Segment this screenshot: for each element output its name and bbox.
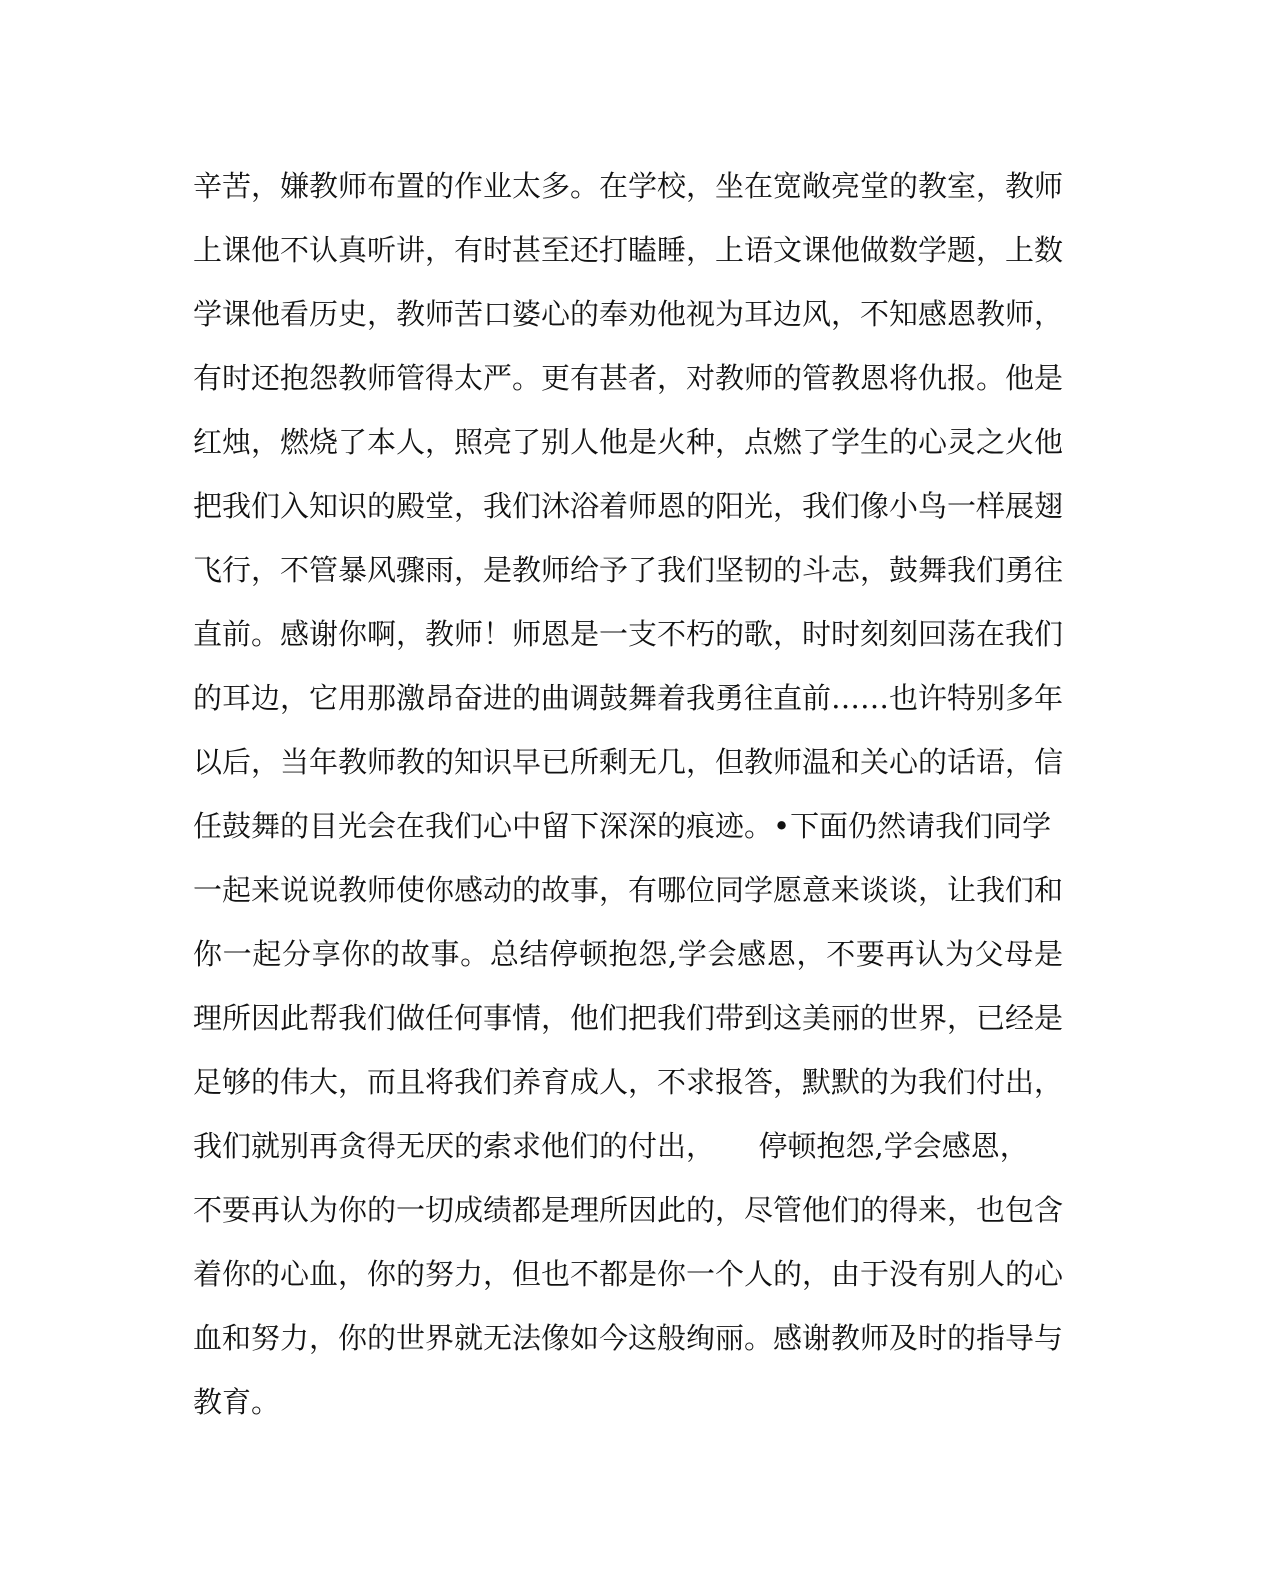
text-line: 我们就别再贪得无厌的索求他们的付出， 停顿抱怨,学会感恩， — [193, 1129, 1029, 1163]
text-line: 你一起分享你的故事。总结停顿抱怨,学会感恩，不要再认为父母是 — [193, 937, 1063, 971]
text-line: 直前。感谢你啊，教师！师恩是一支不朽的歌，时时刻刻回荡在我们 — [193, 617, 1063, 651]
text-line: 血和努力，你的世界就无法像如今这般绚丽。感谢教师及时的指导与 — [193, 1321, 1063, 1355]
text-line: 有时还抱怨教师管得太严。更有甚者，对教师的管教恩将仇报。他是 — [193, 361, 1063, 395]
text-line: 上课他不认真听讲，有时甚至还打瞌睡，上语文课他做数学题，上数 — [193, 233, 1063, 267]
text-line: 以后，当年教师教的知识早已所剩无几，但教师温和关心的话语，信 — [193, 745, 1063, 779]
text-line: 着你的心血，你的努力，但也不都是你一个人的，由于没有别人的心 — [193, 1257, 1063, 1291]
text-line: 的耳边，它用那激昂奋进的曲调鼓舞着我勇往直前……也许特别多年 — [193, 681, 1063, 715]
text-line: 把我们入知识的殿堂，我们沐浴着师恩的阳光，我们像小鸟一样展翅 — [193, 489, 1063, 523]
text-line: 足够的伟大，而且将我们养育成人，不求报答，默默的为我们付出， — [193, 1065, 1063, 1099]
text-line: 飞行，不管暴风骤雨，是教师给予了我们坚韧的斗志，鼓舞我们勇往 — [193, 553, 1063, 587]
text-line: 学课他看历史，教师苦口婆心的奉劝他视为耳边风，不知感恩教师， — [193, 297, 1063, 331]
text-line: 任鼓舞的目光会在我们心中留下深深的痕迹。•下面仍然请我们同学 — [193, 809, 1052, 843]
text-line: 不要再认为你的一切成绩都是理所因此的，尽管他们的得来，也包含 — [193, 1193, 1063, 1227]
text-line: 理所因此帮我们做任何事情，他们把我们带到这美丽的世界，已经是 — [193, 1001, 1063, 1035]
text-line: 教育。 — [193, 1385, 281, 1419]
text-line: 一起来说说教师使你感动的故事，有哪位同学愿意来谈谈，让我们和 — [193, 873, 1063, 907]
text-line: 红烛，燃烧了本人，照亮了别人他是火种，点燃了学生的心灵之火他 — [193, 425, 1063, 459]
text-line: 辛苦，嫌教师布置的作业太多。在学校，坐在宽敞亮堂的教室，教师 — [193, 169, 1063, 203]
body-text — [193, 160, 1063, 1440]
